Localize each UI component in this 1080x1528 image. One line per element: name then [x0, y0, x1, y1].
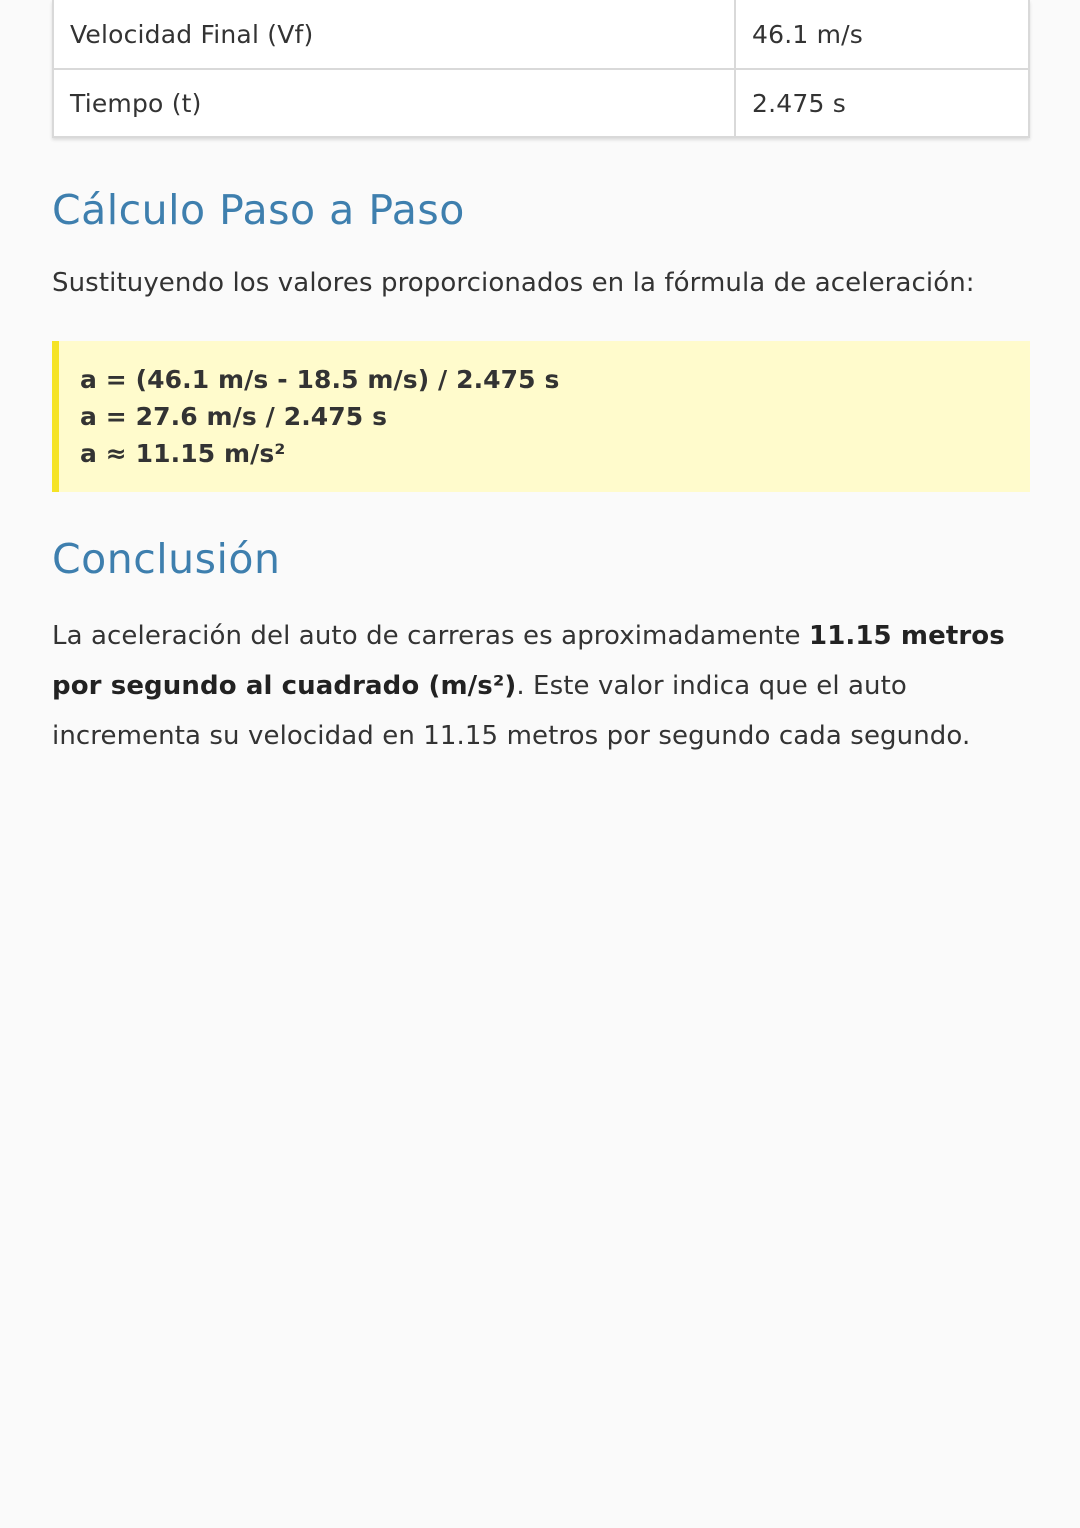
calculation-intro: Sustituyendo los valores proporcionados en la fórmula de aceleración: — [52, 268, 975, 298]
conclusion-text-start: La aceleración del auto de carreras es aproximadamente — [52, 621, 809, 651]
main-content — [52, 0, 1030, 751]
formula-line: a ≈ 11.15 m/s² — [80, 439, 286, 468]
table-row — [53, 0, 1029, 69]
formula-line: a = 27.6 m/s / 2.475 s — [80, 402, 388, 431]
conclusion-text-end: . Este valor indica que el auto incrementa su velocidad en 11.15 metros por segundo cada segundo. — [52, 671, 971, 751]
table-cell-label: Velocidad Final (Vf) — [53, 0, 735, 69]
table-cell-value: 2.475 s — [735, 69, 1029, 137]
data-table — [52, 0, 1030, 138]
formula-box — [52, 341, 1030, 492]
conclusion-heading: Conclusión — [52, 535, 281, 583]
conclusion-paragraph — [52, 611, 1030, 761]
conclusion-text-bold: 11.15 metros por segundo al cuadrado (m/s²) — [52, 621, 1005, 701]
table-row — [53, 69, 1029, 137]
table-cell-label: Tiempo (t) — [53, 69, 735, 137]
table-cell-value: 46.1 m/s — [735, 0, 1029, 69]
formula-line: a = (46.1 m/s - 18.5 m/s) / 2.475 s — [80, 365, 560, 394]
calculation-heading: Cálculo Paso a Paso — [52, 186, 465, 234]
